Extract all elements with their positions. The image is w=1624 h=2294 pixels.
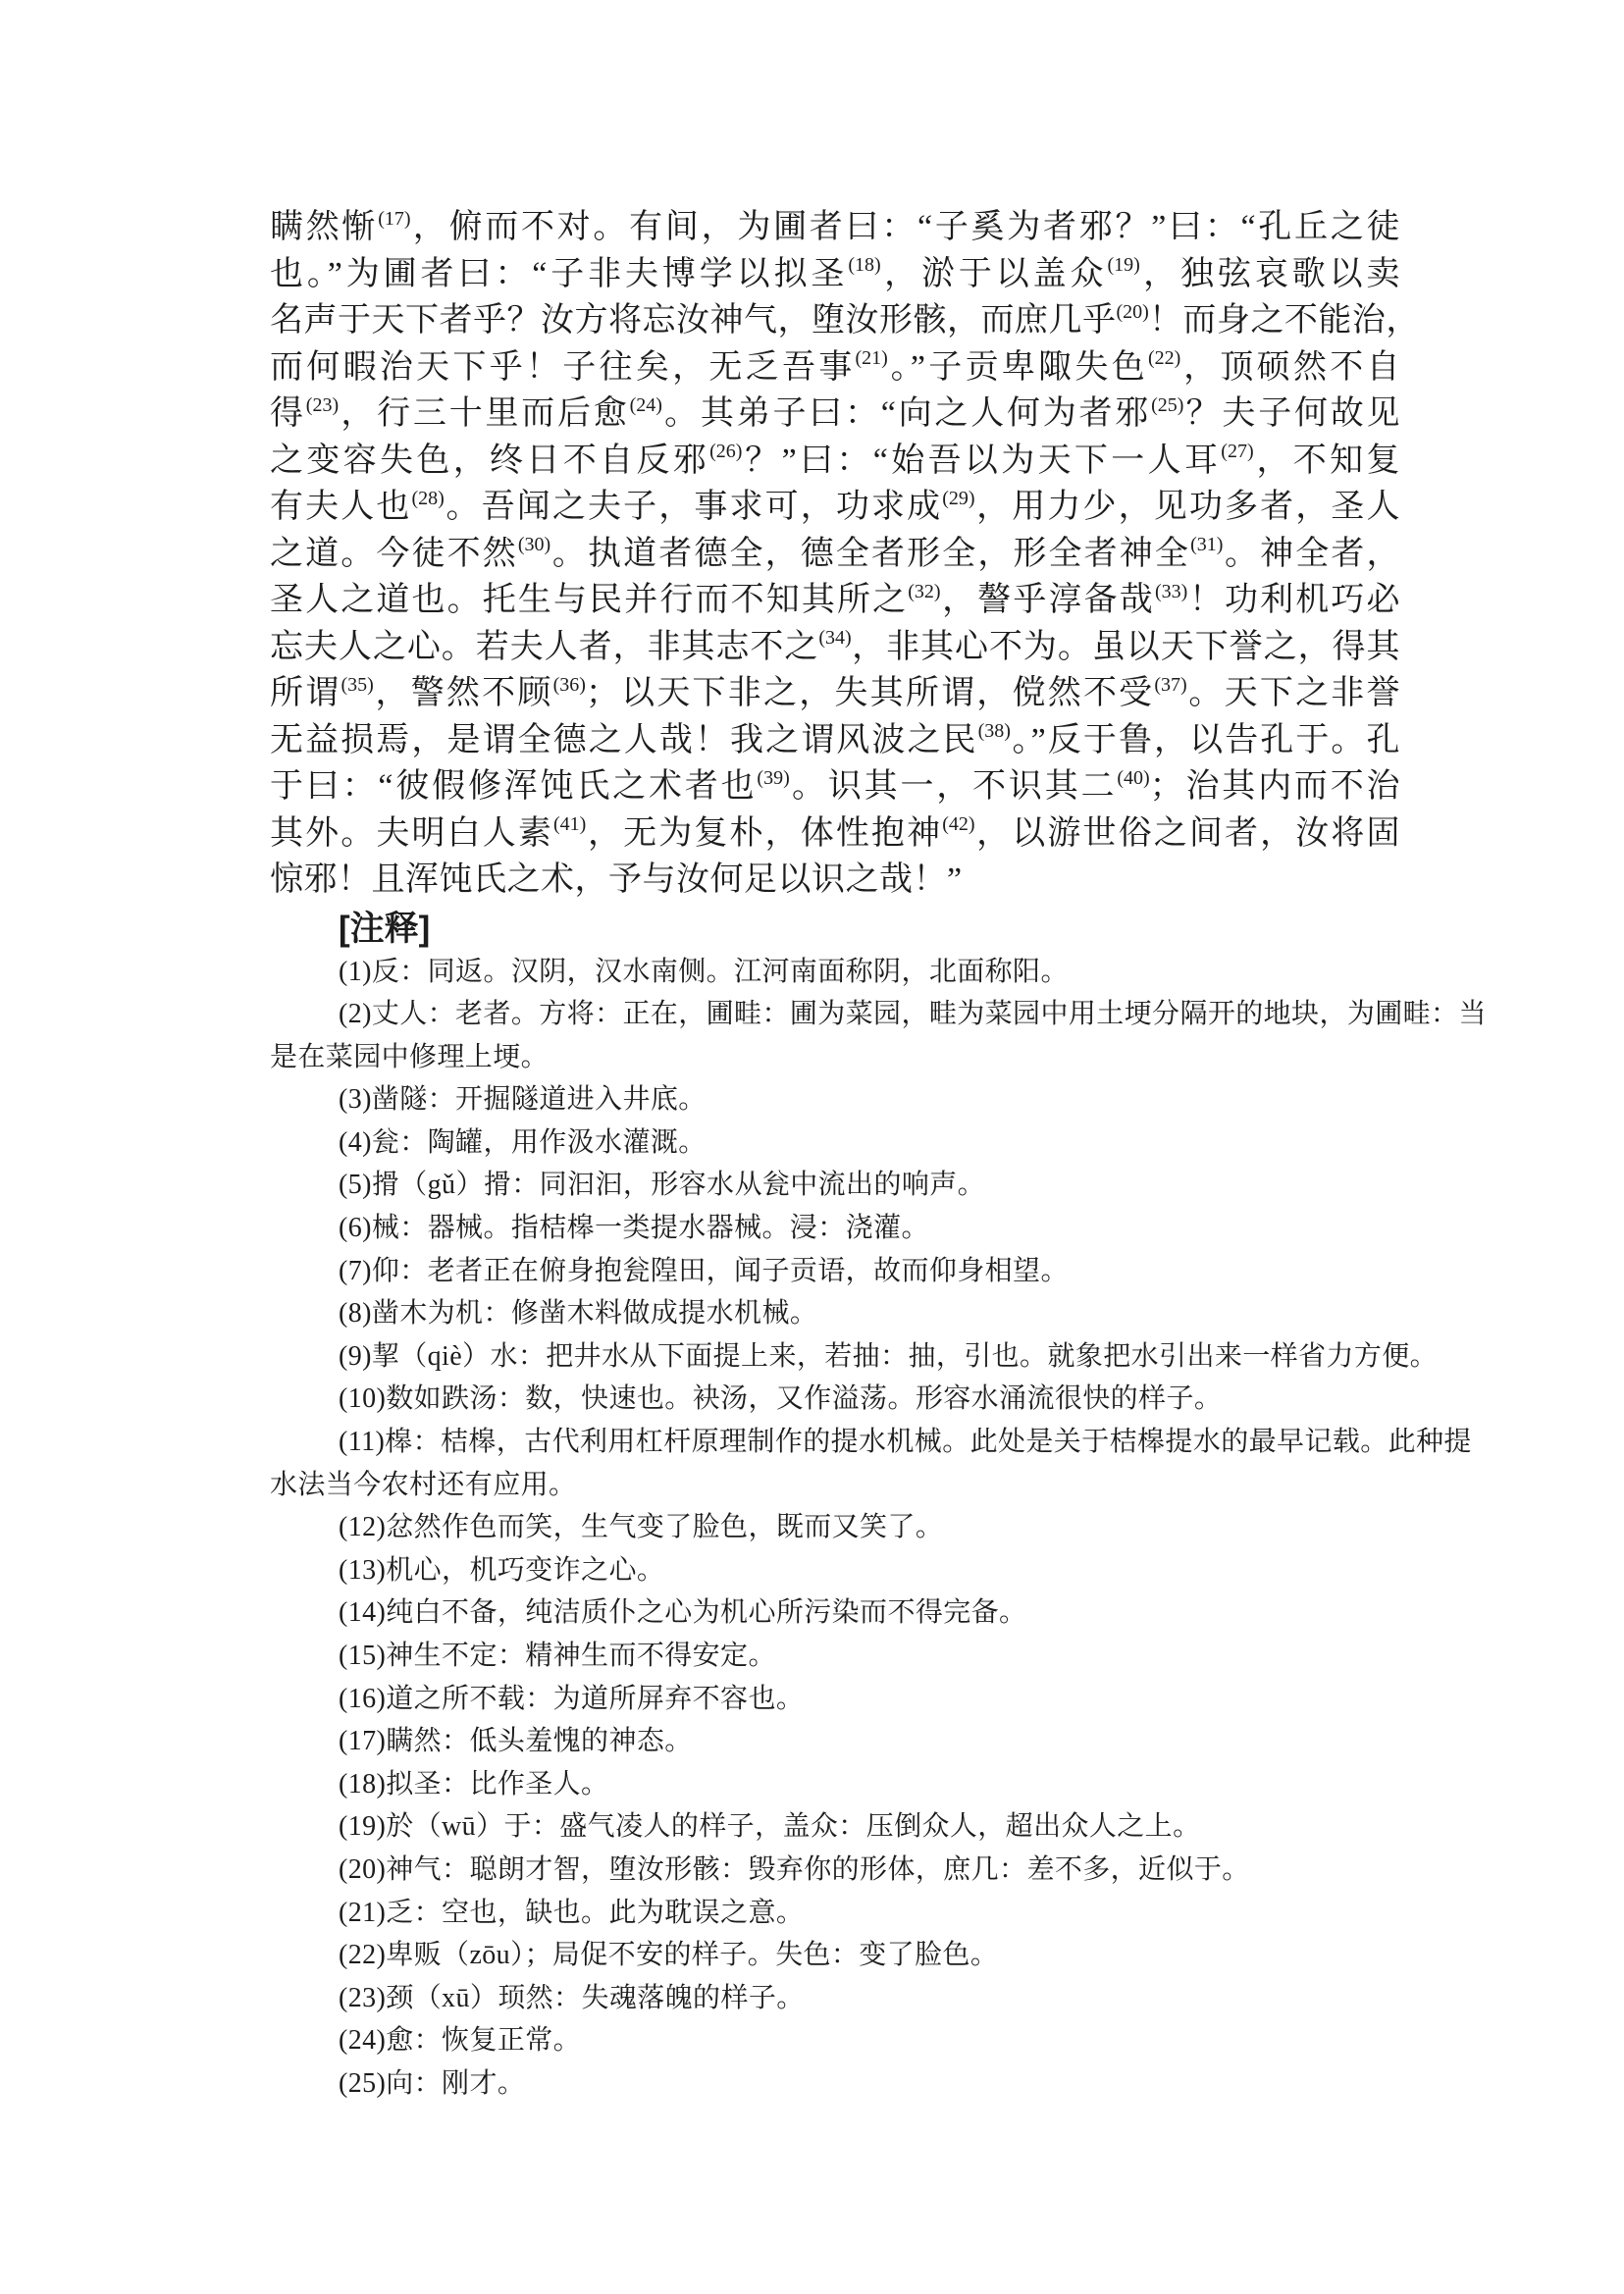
body-text-segment: ！而身之不能治， <box>1148 302 1420 339</box>
note-line: (7)仰：老者正在俯身抱瓮隍田，闻子贡语，故而仰身相望。 <box>339 1255 1069 1286</box>
body-text-segment: 忘夫人之心。若夫人者，非其志不之 <box>270 628 819 665</box>
footnote-ref: (21) <box>855 347 888 370</box>
note-line: 水法当今农村还有应用。 <box>270 1469 577 1500</box>
footnote-ref: (38) <box>977 720 1011 743</box>
body-text-segment: ，淤于以盖众 <box>880 255 1108 292</box>
body-text-line <box>270 297 1420 344</box>
body-text-segment: 。天下之非誉 <box>1186 675 1401 711</box>
footnote-ref: (31) <box>1190 534 1224 556</box>
body-text-segment: 而何暇治天下乎！子往矣，无乏吾事 <box>270 348 856 386</box>
body-text-segment: 之道。今徒不然 <box>270 535 518 572</box>
body-text-segment: ，非其心不为。虽以天下誉之，得其 <box>851 628 1401 665</box>
note-line: (4)瓮：陶罐，用作汲水灌溉。 <box>339 1126 707 1158</box>
note-line: (18)拟圣：比作圣人。 <box>339 1768 609 1799</box>
text-column <box>270 204 1487 2106</box>
note-line: (1)反：同返。汉阴，汉水南侧。江河南面称阴，北面称阳。 <box>339 956 1069 987</box>
footnote-ref: (22) <box>1147 347 1181 370</box>
body-text-segment: 也。”为圃者曰：“子非夫博学以拟圣 <box>270 255 849 292</box>
footnote-ref: (19) <box>1107 254 1140 277</box>
body-text-segment: ，用力少，见功多者，圣人 <box>974 489 1401 525</box>
note-line: (13)机心，机巧变诈之心。 <box>339 1554 665 1586</box>
body-text-segment: 圣人之道也。托生与民并行而不知其所之 <box>270 582 909 618</box>
footnote-ref: (18) <box>848 254 881 277</box>
body-text-segment: 其外。夫明白人素 <box>270 814 553 852</box>
body-text-segment: ，謷乎淳备哉 <box>940 582 1155 618</box>
footnote-ref: (42) <box>942 813 975 836</box>
body-text-segment: 。其弟子曰：“向之人何为者邪 <box>661 395 1152 432</box>
body-text-segment: ？”曰：“始吾以为天下一人耳 <box>742 442 1222 479</box>
notes-list <box>270 951 1487 2106</box>
note-line: (5)搰（gǔ）搰：同汩汩，形容水从瓮中流出的响声。 <box>339 1170 986 1201</box>
footnote-ref: (41) <box>553 813 587 836</box>
body-text-line <box>270 251 1400 298</box>
body-text-line <box>270 670 1400 717</box>
body-text-segment: 。神全者， <box>1223 535 1401 572</box>
body-text-segment: ！功利机巧必 <box>1187 582 1401 618</box>
footnote-ref: (27) <box>1221 441 1254 463</box>
footnote-ref: (37) <box>1154 673 1187 696</box>
footnote-ref: (26) <box>709 441 743 463</box>
body-text-segment: ，俯而不对。有间，为圃者曰：“子奚为者邪？”曰：“孔丘之徒 <box>410 209 1400 245</box>
note-line: (20)神气：聪朗才智，堕汝形骸：毁弃你的形体，庶几：差不多，近似于。 <box>339 1853 1250 1885</box>
note-line: (12)忿然作色而笑，生气变了脸色，既而又笑了。 <box>339 1512 944 1543</box>
footnote-ref: (24) <box>629 393 662 416</box>
body-text-line <box>270 438 1400 485</box>
body-text-segment: ；治其内而不治 <box>1149 768 1401 805</box>
footnote-ref: (28) <box>411 487 445 509</box>
body-text-segment: 所谓 <box>270 675 341 711</box>
body-text-line <box>270 484 1400 531</box>
note-line: (22)卑贩（zōu）；局促不安的样子。失色：变了脸色。 <box>339 1940 999 1971</box>
body-text-segment: ，无为复朴，体性抱神 <box>586 814 943 852</box>
body-text-segment: ，警然不顾 <box>373 675 553 711</box>
body-text-segment: 之变容失色，终日不自反邪 <box>270 442 710 479</box>
note-line: (3)凿隧：开掘隧道进入井底。 <box>339 1084 707 1116</box>
body-text-segment: 瞒然惭 <box>270 209 379 245</box>
body-text-segment: ？夫子何故见 <box>1183 395 1401 432</box>
footnote-ref: (33) <box>1154 580 1188 602</box>
note-line: (9)挈（qiè）水：把井水从下面提上来，若抽：抽，引也。就象把水引出来一样省力方便。 <box>339 1340 1439 1372</box>
footnote-ref: (36) <box>552 673 586 696</box>
body-text-segment: 。识其一，不识其二 <box>789 768 1118 805</box>
footnote-ref: (25) <box>1151 393 1184 416</box>
note-line: (23)颈（xū）顼然：失魂落魄的样子。 <box>339 1982 805 2013</box>
body-text-line <box>270 857 1400 904</box>
body-text-segment: 惊邪！且浑饨氏之术，予与汝何足以识之哉！” <box>270 861 963 898</box>
body-text-segment: 名声于天下者乎？汝方将忘汝神气，堕汝形骸，而庶几乎 <box>270 302 1117 339</box>
note-line: (24)愈：恢复正常。 <box>339 2025 582 2057</box>
body-text-line <box>270 763 1400 810</box>
body-text-segment: ，顶硕然不自 <box>1180 348 1401 386</box>
footnote-ref: (34) <box>818 627 852 650</box>
body-text-line <box>270 577 1400 624</box>
body-text-segment: 于曰：“彼假修浑饨氏之术者也 <box>270 768 758 805</box>
note-line: (15)神生不定：精神生而不得安定。 <box>339 1641 776 1671</box>
body-text-segment: ，行三十里而后愈 <box>339 395 630 432</box>
note-line: (25)向：刚才。 <box>339 2067 526 2099</box>
note-line: (10)数如跌汤：数，快速也。袂汤，又作溢荡。形容水涌流很快的样子。 <box>339 1383 1223 1415</box>
note-line: (11)槔：桔槔，古代利用杠杆原理制作的提水机械。此处是关于桔槔提水的最早记载。此种提 <box>339 1427 1472 1458</box>
footnote-ref: (17) <box>378 207 411 230</box>
footnote-ref: (29) <box>942 487 975 509</box>
body-text-segment: ，独弦哀歌以卖 <box>1139 255 1401 292</box>
body-text-line <box>270 810 1400 858</box>
footnote-ref: (23) <box>305 393 340 416</box>
body-text-line <box>270 344 1400 391</box>
body-text-segment: 得 <box>270 395 306 432</box>
body-text-segment: ；以天下非之，失其所谓，傥然不受 <box>585 675 1155 711</box>
body-text-segment: 。吾闻之夫子，事求可，功求成 <box>444 489 943 525</box>
footnote-ref: (40) <box>1117 766 1150 789</box>
note-line: 是在菜园中修理上埂。 <box>270 1041 550 1072</box>
body-text-segment: 无益损焉，是谓全德之人哉！我之谓风波之民 <box>270 721 978 758</box>
body-text-line <box>270 391 1400 438</box>
footnote-ref: (35) <box>341 673 374 696</box>
body-text-line <box>270 717 1400 764</box>
note-line: (17)瞒然：低头羞愧的神态。 <box>339 1726 693 1757</box>
footnote-ref: (39) <box>757 766 790 789</box>
body-text-segment: ，以游世俗之间者，汝将固 <box>974 814 1401 852</box>
footnote-ref: (20) <box>1116 300 1149 323</box>
note-line: (6)械：器械。指桔槔一类提水器械。浸：浇灌。 <box>339 1213 929 1244</box>
main-text-block <box>270 204 1420 904</box>
note-line: (21)乏：空也，缺也。此为耽误之意。 <box>339 1897 805 1928</box>
notes-section-heading: [注释] <box>339 909 431 948</box>
body-text-segment: 。”反于鲁，以告孔于。孔 <box>1010 721 1401 758</box>
body-text-segment: 。”子贡卑陬失色 <box>887 348 1148 386</box>
body-text-line <box>270 624 1400 671</box>
body-text-line <box>270 531 1400 578</box>
note-line: (2)丈人：老者。方将：正在，圃畦：圃为菜园，畦为菜园中用土埂分隔开的地块，为圃畦：当 <box>339 999 1487 1030</box>
footnote-ref: (30) <box>517 534 551 556</box>
note-line: (14)纯白不备，纯洁质仆之心为机心所污染而不得完备。 <box>339 1597 1027 1629</box>
footnote-ref: (32) <box>908 580 941 602</box>
body-text-segment: 有夫人也 <box>270 489 412 525</box>
body-text-line <box>270 204 1400 251</box>
body-text-segment: ，不知复 <box>1253 442 1400 479</box>
note-line: (8)凿木为机：修凿木料做成提水机械。 <box>339 1298 818 1329</box>
note-line: (16)道之所不载：为道所屏弃不容也。 <box>339 1683 805 1714</box>
note-line: (19)於（wū）于：盛气凌人的样子，盖众：压倒众人，超出众人之上。 <box>339 1811 1201 1843</box>
body-text-segment: 。执道者德全，德全者形全，形全者神全 <box>550 535 1191 572</box>
